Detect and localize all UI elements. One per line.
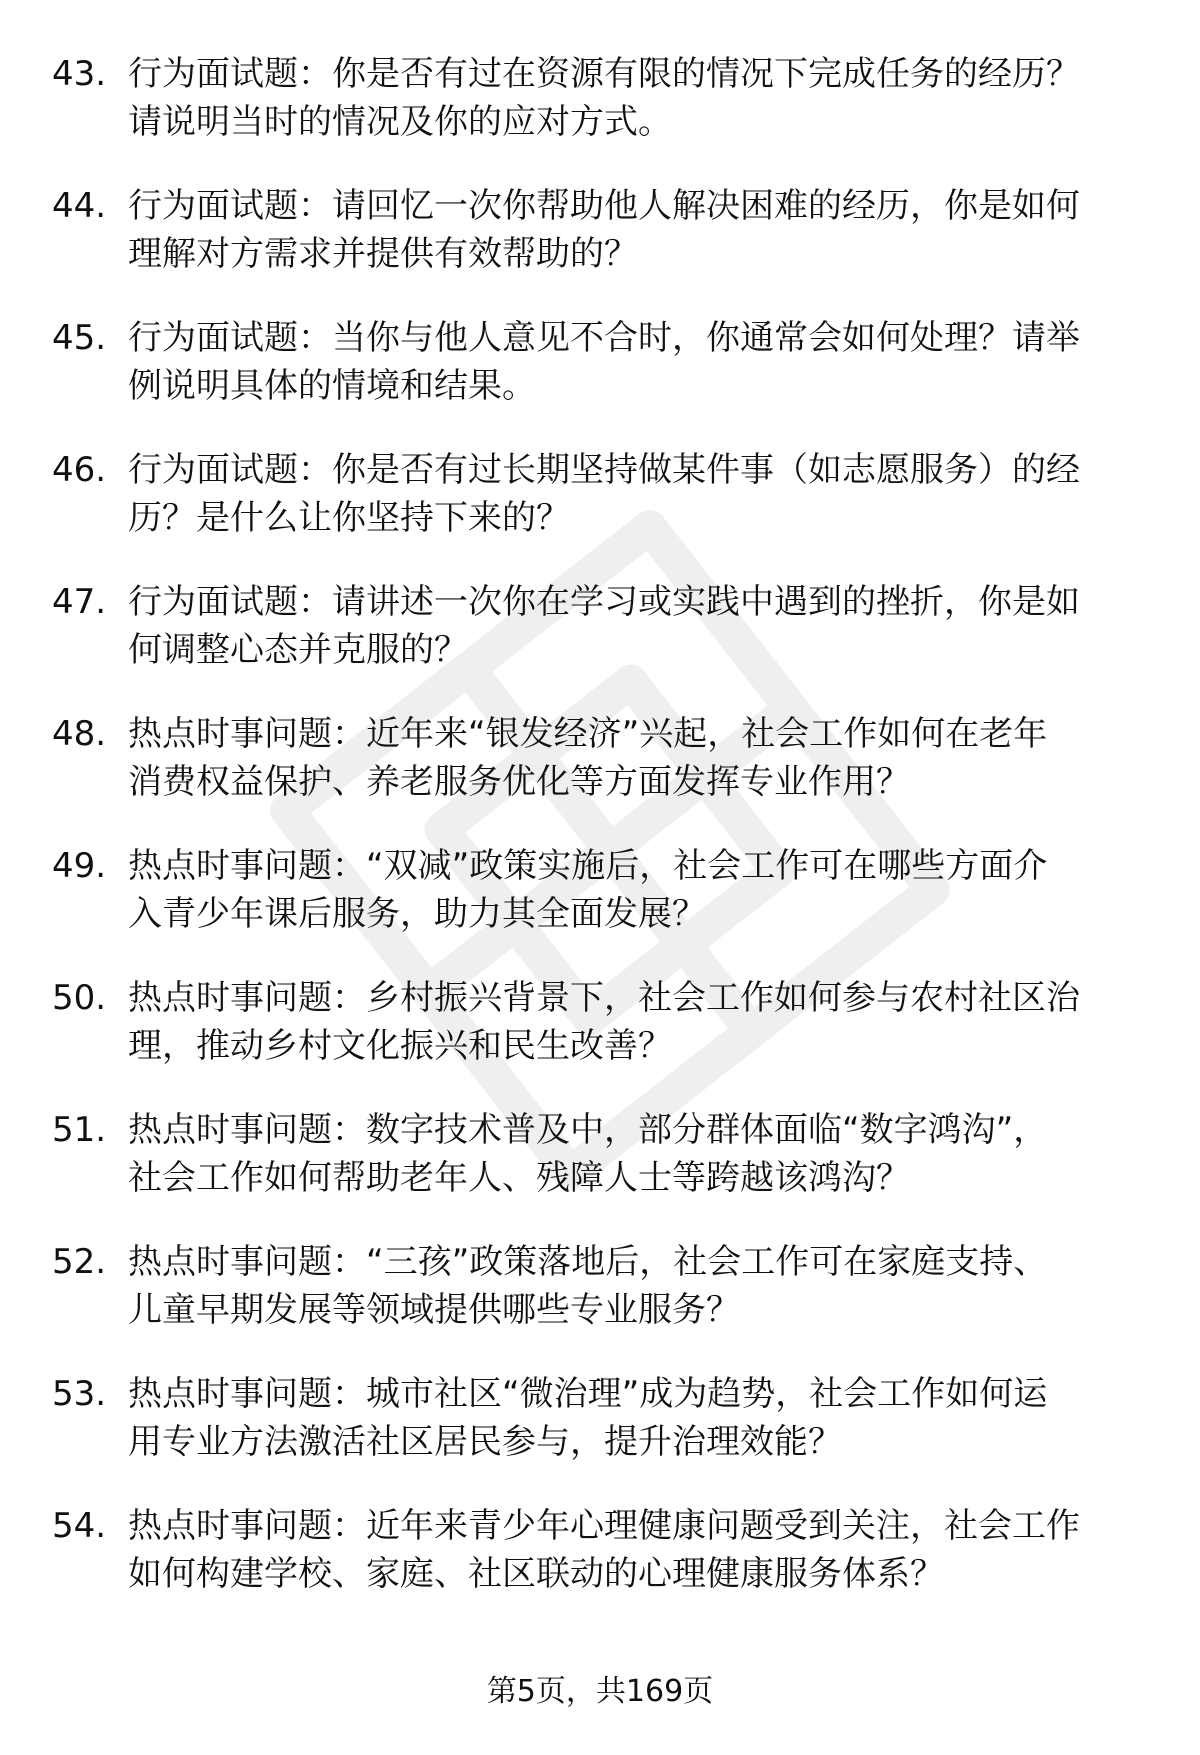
question-line: 何调整心态并克服的？ — [128, 630, 468, 670]
question-line: 用专业方法激活社区居民参与，提升治理效能？ — [128, 1422, 842, 1462]
list-item — [0, 1238, 1200, 1370]
question-text — [128, 50, 1153, 146]
question-number: 52. — [52, 1242, 107, 1282]
list-item — [0, 446, 1200, 578]
question-line: 理解对方需求并提供有效帮助的？ — [128, 234, 638, 274]
question-line: 请说明当时的情况及你的应对方式。 — [128, 102, 672, 142]
question-line: 行为面试题：你是否有过在资源有限的情况下完成任务的经历？ — [128, 54, 1080, 94]
question-line: 热点时事问题：城市社区“微治理”成为趋势，社会工作如何运 — [128, 1374, 1048, 1414]
question-number: 50. — [52, 978, 107, 1018]
list-item — [0, 182, 1200, 314]
list-item — [0, 842, 1200, 974]
question-number: 53. — [52, 1374, 107, 1414]
question-line: 入青少年课后服务，助力其全面发展？ — [128, 894, 706, 934]
question-number: 48. — [52, 714, 107, 754]
question-list — [0, 50, 1200, 1634]
question-number: 46. — [52, 450, 107, 490]
list-item — [0, 710, 1200, 842]
question-line: 历？是什么让你坚持下来的？ — [128, 498, 570, 538]
question-number: 43. — [52, 54, 107, 94]
question-line: 热点时事问题：近年来青少年心理健康问题受到关注，社会工作 — [128, 1506, 1080, 1546]
question-text — [128, 1370, 1153, 1466]
question-line: 如何构建学校、家庭、社区联动的心理健康服务体系？ — [128, 1554, 944, 1594]
question-number: 54. — [52, 1506, 107, 1546]
question-text — [128, 1502, 1153, 1598]
question-text — [128, 1106, 1153, 1202]
list-item — [0, 1502, 1200, 1634]
question-line: 热点时事问题：数字技术普及中，部分群体面临“数字鸿沟”， — [128, 1110, 1048, 1150]
list-item — [0, 1370, 1200, 1502]
question-line: 热点时事问题：乡村振兴背景下，社会工作如何参与农村社区治 — [128, 978, 1080, 1018]
question-line: 行为面试题：当你与他人意见不合时，你通常会如何处理？请举 — [128, 318, 1080, 358]
question-line: 例说明具体的情境和结果。 — [128, 366, 536, 406]
question-line: 行为面试题：你是否有过长期坚持做某件事（如志愿服务）的经 — [128, 450, 1080, 490]
question-text — [128, 446, 1153, 542]
question-number: 49. — [52, 846, 107, 886]
list-item — [0, 314, 1200, 446]
question-number: 45. — [52, 318, 107, 358]
list-item — [0, 578, 1200, 710]
question-line: 热点时事问题：近年来“银发经济”兴起，社会工作如何在老年 — [128, 714, 1048, 754]
question-line: 理，推动乡村文化振兴和民生改善？ — [128, 1026, 672, 1066]
question-line: 热点时事问题：“双减”政策实施后，社会工作可在哪些方面介 — [128, 846, 1048, 886]
question-line: 行为面试题：请讲述一次你在学习或实践中遇到的挫折，你是如 — [128, 582, 1080, 622]
question-text — [128, 578, 1153, 674]
question-line: 消费权益保护、养老服务优化等方面发挥专业作用？ — [128, 762, 910, 802]
list-item — [0, 974, 1200, 1106]
question-line: 社会工作如何帮助老年人、残障人士等跨越该鸿沟？ — [128, 1158, 910, 1198]
question-line: 行为面试题：请回忆一次你帮助他人解决困难的经历，你是如何 — [128, 186, 1080, 226]
question-line: 热点时事问题：“三孩”政策落地后，社会工作可在家庭支持、 — [128, 1242, 1048, 1282]
question-text — [128, 182, 1153, 278]
question-text — [128, 1238, 1153, 1334]
question-text — [128, 314, 1153, 410]
question-number: 51. — [52, 1110, 107, 1150]
question-text — [128, 974, 1153, 1070]
question-text — [128, 710, 1153, 806]
question-text — [128, 842, 1153, 938]
list-item — [0, 1106, 1200, 1238]
question-number: 44. — [52, 186, 107, 226]
page-number-footer: 第5页，共169页 — [486, 1674, 714, 1709]
question-line: 儿童早期发展等领域提供哪些专业服务？ — [128, 1290, 740, 1330]
question-number: 47. — [52, 582, 107, 622]
list-item — [0, 50, 1200, 182]
